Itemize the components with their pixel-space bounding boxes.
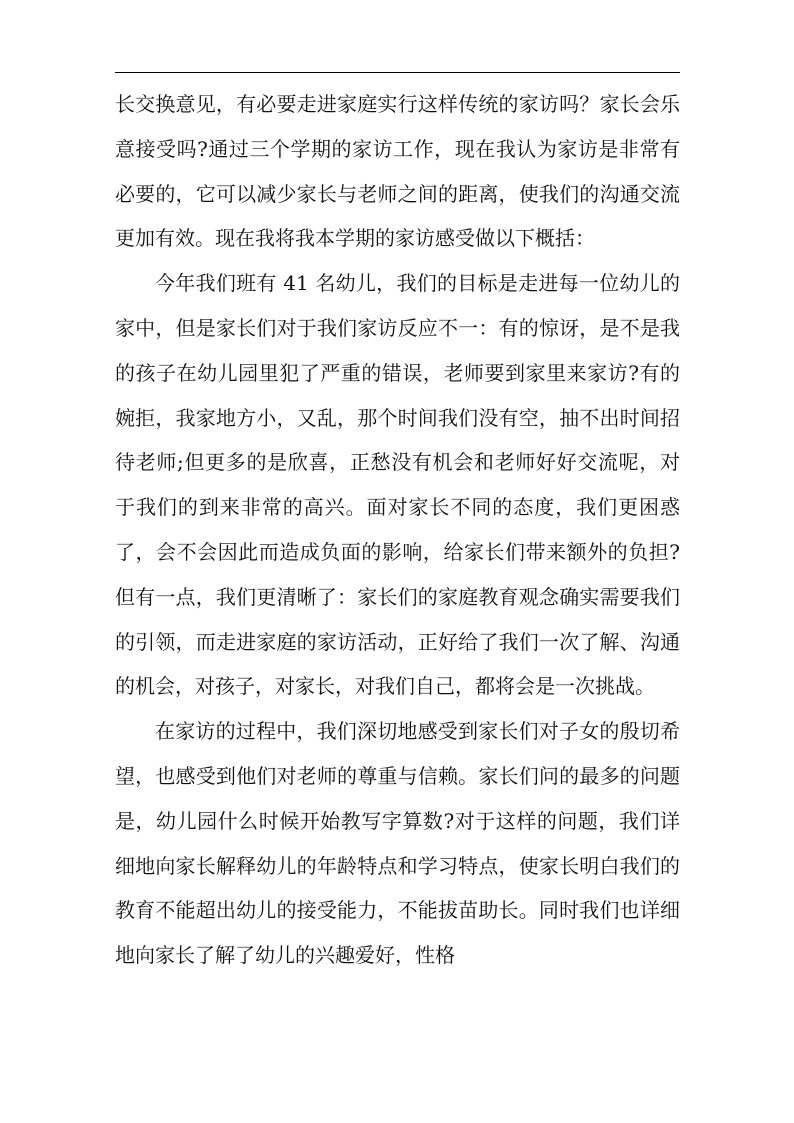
header-rule [115,72,680,73]
paragraph-visit-process: 在家访的过程中，我们深切地感受到家长们对子女的殷切希望，也感受到他们对老师的尊重与信赖。家长们问的最多的问题是，幼儿园什么时候开始教写字算数?对于这样的问题，我们详细地向家长解释幼儿的年龄特点和学习特点，使家长明白我们的教育不能超出幼儿的接受能力，不能拔苗助长。同时我们也详细地向家长了解了幼儿的兴趣爱好，性格 [115,719,680,968]
paragraph-class-visits: 今年我们班有 41 名幼儿，我们的目标是走进每一位幼儿的家中，但是家长们对于我们家访反应不一：有的惊讶，是不是我的孩子在幼儿园里犯了严重的错误，老师要到家里来家访?有的婉拒，我家地方小，又乱，那个时间我们没有空，抽不出时间招待老师;但更多的是欣喜，正愁没有机会和老师好好交流呢，对于我们的到来非常的高兴。面对家长不同的态度，我们更困惑了，会不会因此而造成负面的影响，给家长们带来额外的负担?但有一点，我们更清晰了：家长们的家庭教育观念确实需要我们的引领，而走进家庭的家访活动，正好给了我们一次了解、沟通的机会，对孩子，对家长，对我们自己，都将会是一次挑战。 [115,271,680,699]
paragraph-continued: 长交换意见，有必要走进家庭实行这样传统的家访吗？家长会乐意接受吗?通过三个学期的家访工作，现在我认为家访是非常有必要的，它可以减少家长与老师之间的距离，使我们的沟通交流更加有效。现在我将我本学期的家访感受做以下概括： [115,92,680,251]
document-body [115,82,680,978]
